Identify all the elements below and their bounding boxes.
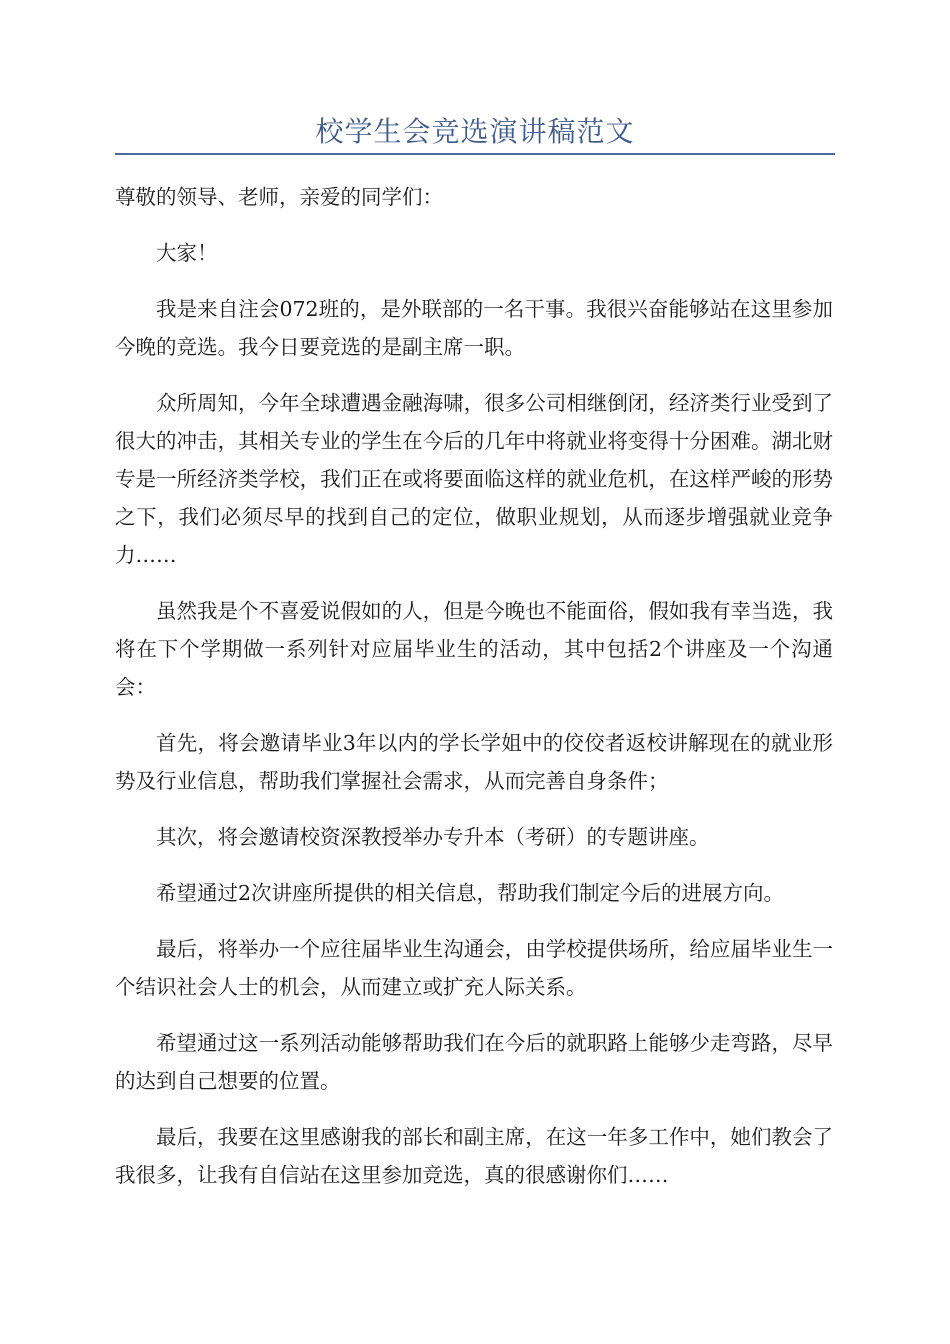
paragraph-3: 众所周知，今年全球遭遇金融海啸，很多公司相继倒闭，经济类行业受到了很大的冲击，其相关专业的学生在今后的几年中将就业将变得十分困难。湖北财专是一所经济类学校，我们正在或将要面临这样的就业危机，在这样严峻的形势之下，我们必须尽早的找到自己的定位，做职业规划，从而逐步增强就业竞争力…… <box>115 391 833 567</box>
paragraph-2: 我是来自注会072班的，是外联部的一名干事。我很兴奋能够站在这里参加今晚的竞选。我今日要竞选的是副主席一职。 <box>115 297 833 359</box>
paragraph-5: 首先，将会邀请毕业3年以内的学长学姐中的佼佼者返校讲解现在的就业形势及行业信息，帮助我们掌握社会需求，从而完善自身条件； <box>115 731 833 793</box>
paragraph-1: 大家！ <box>156 241 218 265</box>
paragraph-4: 虽然我是个不喜爱说假如的人，但是今晚也不能面俗，假如我有幸当选，我将在下个学期做一系列针对应届毕业生的活动，其中包括2个讲座及一个沟通会： <box>115 599 833 699</box>
paragraph-6: 其次，将会邀请校资深教授举办专升本（考研）的专题讲座。 <box>156 825 710 849</box>
paragraph-9: 希望通过这一系列活动能够帮助我们在今后的就职路上能够少走弯路，尽早的达到自己想要的位置。 <box>115 1031 833 1093</box>
title-underline <box>115 153 835 155</box>
document-title: 校学生会竞选演讲稿范文 <box>315 115 635 148</box>
paragraph-8: 最后，将举办一个应往届毕业生沟通会，由学校提供场所，给应届毕业生一个结识社会人士的机会，从而建立或扩充人际关系。 <box>115 937 833 999</box>
paragraph-7: 希望通过2次讲座所提供的相关信息，帮助我们制定今后的进展方向。 <box>156 881 785 905</box>
salutation: 尊敬的领导、老师，亲爱的同学们： <box>115 185 443 209</box>
document-body <box>115 178 833 1212</box>
paragraph-10: 最后，我要在这里感谢我的部长和副主席，在这一年多工作中，她们教会了我很多，让我有自信站在这里参加竞选，真的很感谢你们…… <box>115 1125 833 1187</box>
